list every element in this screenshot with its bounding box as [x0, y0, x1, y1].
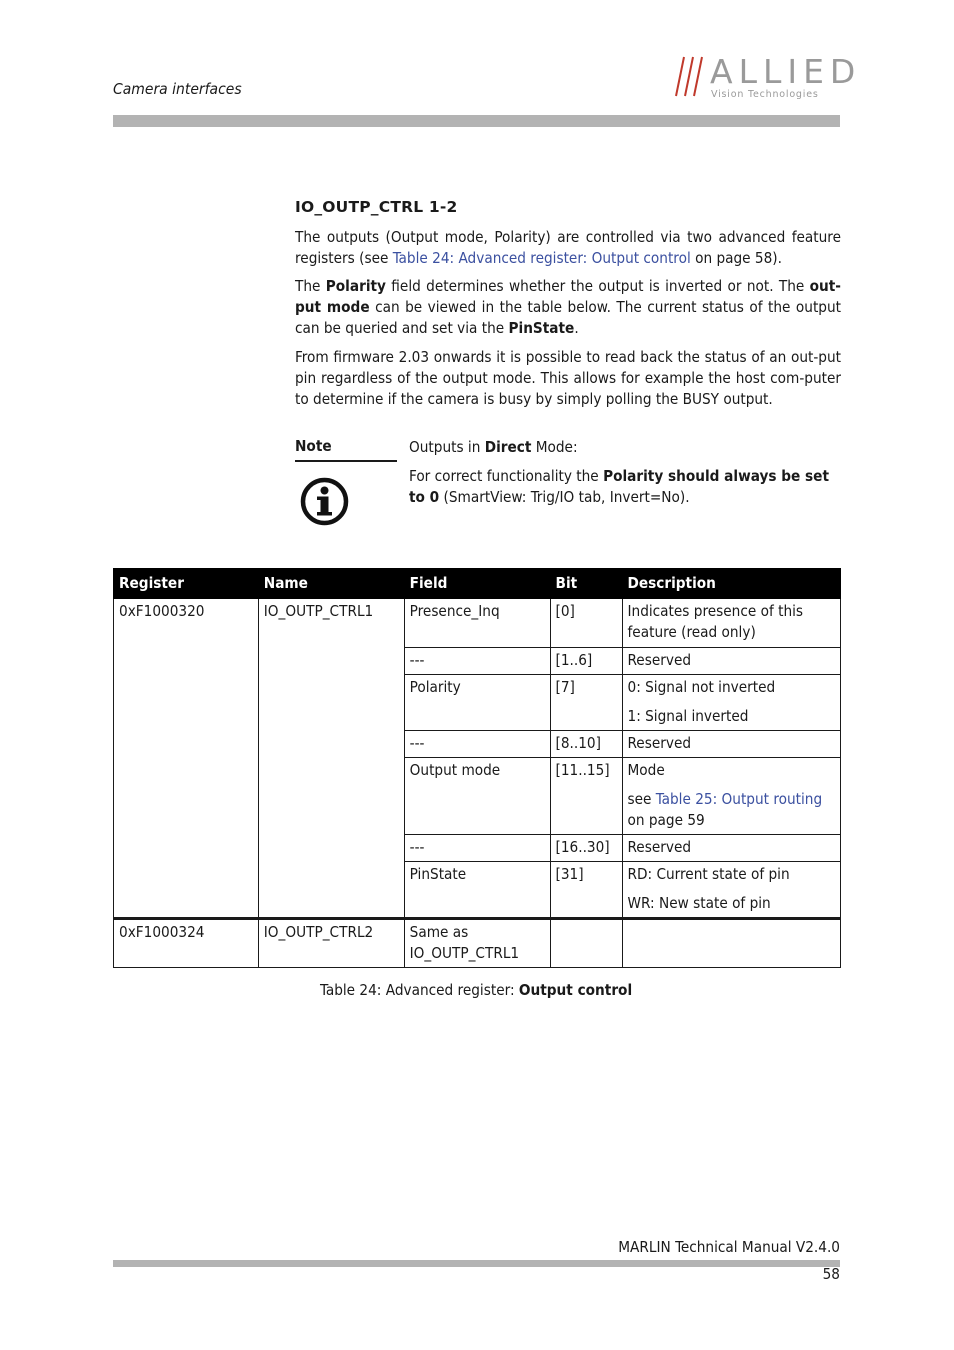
running-header: Camera interfaces: [113, 80, 242, 98]
register-cell: 0xF1000324: [114, 919, 259, 968]
description-cell: Reserved: [622, 648, 841, 675]
bit-cell: [0]: [550, 599, 622, 648]
paragraph-2: The Polarity field determines whether the output is inverted or not. The out-put mode can be viewed in the table below. The current status of the output can be queried and set via the PinState.: [295, 277, 841, 337]
description-cell: Reserved: [622, 835, 841, 862]
section-title: IO_OUTP_CTRL 1-2: [295, 198, 458, 216]
paragraph-3: From firmware 2.03 onwards it is possible to read back the status of an out-put pin regardless of the output mode. This allows for example the host com-puter to determine if the camera is busy by simply polling the BUSY output.: [295, 348, 841, 408]
logo-wordmark: ALLIED: [710, 52, 862, 91]
note-label: Note: [295, 437, 332, 455]
bit-cell: [1..6]: [550, 648, 622, 675]
field-cell: PinState: [404, 862, 550, 919]
note-line-2: For correct functionality the Polarity should always be set to 0 (SmartView: Trig/IO tab, Invert=No).: [409, 467, 829, 506]
table-24-link[interactable]: Table 24: Advanced register: Output control: [392, 249, 691, 267]
table-caption: Table 24: Advanced register: Output control: [320, 981, 633, 999]
logo-subtext: Vision Technologies: [711, 89, 819, 100]
header-bit: Bit: [550, 569, 622, 599]
paragraph-1: The outputs (Output mode, Polarity) are controlled via two advanced feature registers (see Table 24: Advanced register: Output control on page 58).: [295, 228, 841, 267]
bit-cell: [8..10]: [550, 731, 622, 758]
table-row: [114, 919, 841, 968]
name-cell: IO_OUTP_CTRL1: [258, 599, 404, 919]
description-cell: Mode see Table 25: Output routing on page 59: [622, 758, 841, 835]
header-bar: [113, 115, 840, 127]
header-name: Name: [258, 569, 404, 599]
description-cell: RD: Current state of pin WR: New state of pin: [622, 862, 841, 919]
field-cell: Output mode: [404, 758, 550, 835]
table-header-row: [114, 569, 841, 599]
field-cell: Presence_Inq: [404, 599, 550, 648]
description-cell: Indicates presence of this feature (read only): [622, 599, 841, 648]
footer-bar: [113, 1260, 840, 1267]
table-row: [114, 599, 841, 648]
bit-cell: [11..15]: [550, 758, 622, 835]
description-cell: [622, 919, 841, 968]
header-register: Register: [114, 569, 259, 599]
field-cell: ---: [404, 648, 550, 675]
note-divider: [295, 460, 397, 462]
description-cell: 0: Signal not inverted 1: Signal inverted: [622, 675, 841, 731]
header-description: Description: [622, 569, 841, 599]
field-cell: Same as IO_OUTP_CTRL1: [404, 919, 550, 968]
footer-manual-title: MARLIN Technical Manual V2.4.0: [618, 1238, 840, 1256]
bit-cell: [550, 919, 622, 968]
field-cell: ---: [404, 835, 550, 862]
bit-cell: [16..30]: [550, 835, 622, 862]
header-field: Field: [404, 569, 550, 599]
table-25-link[interactable]: Table 25: Output routing: [655, 790, 823, 808]
register-cell: 0xF1000320: [114, 599, 259, 919]
description-cell: Reserved: [622, 731, 841, 758]
name-cell: IO_OUTP_CTRL2: [258, 919, 404, 968]
field-cell: ---: [404, 731, 550, 758]
register-table: [113, 568, 841, 968]
bit-cell: [7]: [550, 675, 622, 731]
note-line-1: Outputs in Direct Mode:: [409, 438, 578, 456]
allied-logo: [668, 52, 862, 100]
bit-cell: [31]: [550, 862, 622, 919]
page-number: 58: [822, 1265, 840, 1283]
info-icon: [300, 477, 349, 526]
field-cell: Polarity: [404, 675, 550, 731]
